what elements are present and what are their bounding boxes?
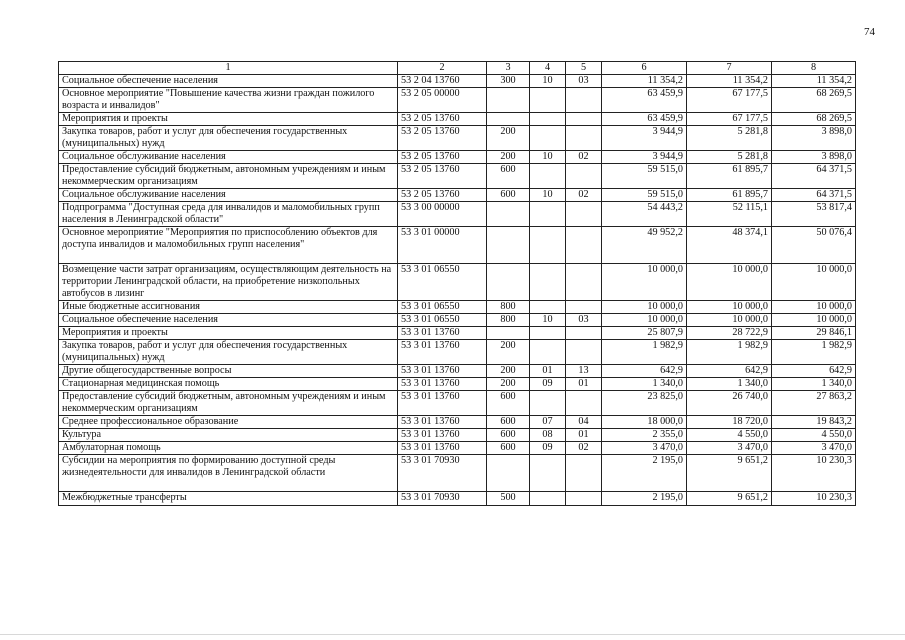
row-name: Социальное обеспечение населения [59,75,398,88]
row-name: Социальное обеспечение населения [59,314,398,327]
expense-type-code [487,88,530,113]
target-article-code: 53 3 01 70930 [398,455,487,492]
table-row [59,378,856,391]
table-row [59,455,856,492]
amount-year-2: 11 354,2 [687,75,772,88]
amount-year-2: 26 740,0 [687,391,772,416]
expense-type-code [487,202,530,227]
expense-type-code: 200 [487,126,530,151]
column-number-1: 1 [59,62,398,75]
section-code: 10 [530,314,566,327]
target-article-code: 53 3 01 13760 [398,442,487,455]
table-row [59,327,856,340]
row-name: Мероприятия и проекты [59,327,398,340]
amount-year-1: 59 515,0 [602,164,687,189]
section-code [530,340,566,365]
row-name: Предоставление субсидий бюджетным, автономным учреждениям и иным некоммерческим организациям [59,391,398,416]
row-name: Другие общегосударственные вопросы [59,365,398,378]
amount-year-3: 3 898,0 [772,151,856,164]
target-article-code: 53 2 05 13760 [398,151,487,164]
amount-year-2: 28 722,9 [687,327,772,340]
table-row [59,113,856,126]
section-code [530,264,566,301]
subsection-code [566,391,602,416]
amount-year-3: 19 843,2 [772,416,856,429]
amount-year-3: 642,9 [772,365,856,378]
amount-year-2: 5 281,8 [687,126,772,151]
amount-year-1: 642,9 [602,365,687,378]
expense-type-code: 600 [487,416,530,429]
amount-year-1: 2 195,0 [602,492,687,506]
amount-year-2: 67 177,5 [687,113,772,126]
target-article-code: 53 3 01 13760 [398,416,487,429]
expense-type-code: 600 [487,442,530,455]
amount-year-1: 59 515,0 [602,189,687,202]
subsection-code: 13 [566,365,602,378]
amount-year-2: 4 550,0 [687,429,772,442]
section-code: 10 [530,75,566,88]
amount-year-3: 1 982,9 [772,340,856,365]
table-row [59,189,856,202]
column-number-7: 7 [687,62,772,75]
section-code: 09 [530,442,566,455]
amount-year-3: 64 371,5 [772,164,856,189]
amount-year-2: 10 000,0 [687,264,772,301]
table-row [59,202,856,227]
table-row [59,126,856,151]
section-code: 09 [530,378,566,391]
expense-type-code: 600 [487,429,530,442]
amount-year-1: 2 355,0 [602,429,687,442]
amount-year-1: 54 443,2 [602,202,687,227]
table-row [59,301,856,314]
amount-year-2: 642,9 [687,365,772,378]
table-row [59,416,856,429]
amount-year-2: 1 982,9 [687,340,772,365]
target-article-code: 53 3 01 00000 [398,227,487,264]
subsection-code [566,327,602,340]
amount-year-3: 68 269,5 [772,113,856,126]
section-code [530,126,566,151]
table-row [59,264,856,301]
target-article-code: 53 2 05 13760 [398,164,487,189]
amount-year-2: 61 895,7 [687,189,772,202]
subsection-code [566,202,602,227]
expense-type-code [487,455,530,492]
target-article-code: 53 3 01 13760 [398,340,487,365]
section-code [530,88,566,113]
row-name: Межбюджетные трансферты [59,492,398,506]
amount-year-3: 68 269,5 [772,88,856,113]
table-row [59,429,856,442]
table-row [59,391,856,416]
budget-table [58,61,856,506]
subsection-code: 04 [566,416,602,429]
amount-year-1: 1 982,9 [602,340,687,365]
subsection-code [566,164,602,189]
section-code: 07 [530,416,566,429]
column-number-3: 3 [487,62,530,75]
table-row [59,442,856,455]
table-row [59,227,856,264]
amount-year-2: 67 177,5 [687,88,772,113]
subsection-code: 01 [566,429,602,442]
target-article-code: 53 3 00 00000 [398,202,487,227]
expense-type-code: 800 [487,314,530,327]
subsection-code [566,455,602,492]
subsection-code: 03 [566,314,602,327]
section-code [530,327,566,340]
section-code: 10 [530,151,566,164]
page-number: 74 [864,26,875,38]
table-row [59,365,856,378]
expense-type-code: 200 [487,340,530,365]
table-row [59,164,856,189]
table-row [59,492,856,506]
subsection-code [566,492,602,506]
target-article-code: 53 3 01 13760 [398,378,487,391]
column-number-6: 6 [602,62,687,75]
row-name: Закупка товаров, работ и услуг для обеспечения государственных (муниципальных) нужд [59,126,398,151]
column-number-2: 2 [398,62,487,75]
row-name: Стационарная медицинская помощь [59,378,398,391]
amount-year-3: 4 550,0 [772,429,856,442]
section-code [530,113,566,126]
section-code: 10 [530,189,566,202]
amount-year-1: 1 340,0 [602,378,687,391]
table-header-row [59,62,856,75]
amount-year-1: 18 000,0 [602,416,687,429]
row-name: Амбулаторная помощь [59,442,398,455]
amount-year-3: 64 371,5 [772,189,856,202]
table-row [59,75,856,88]
row-name: Основное мероприятие "Повышение качества жизни граждан пожилого возраста и инвалидов" [59,88,398,113]
amount-year-2: 10 000,0 [687,314,772,327]
amount-year-3: 3 470,0 [772,442,856,455]
amount-year-2: 52 115,1 [687,202,772,227]
row-name: Мероприятия и проекты [59,113,398,126]
row-name: Среднее профессиональное образование [59,416,398,429]
column-number-4: 4 [530,62,566,75]
row-name: Основное мероприятие "Мероприятия по приспособлению объектов для доступа инвалидов и маломобильных групп населения" [59,227,398,264]
section-code [530,202,566,227]
target-article-code: 53 3 01 06550 [398,314,487,327]
section-code [530,455,566,492]
amount-year-3: 27 863,2 [772,391,856,416]
amount-year-1: 2 195,0 [602,455,687,492]
target-article-code: 53 3 01 06550 [398,264,487,301]
target-article-code: 53 2 04 13760 [398,75,487,88]
table-row [59,314,856,327]
expense-type-code: 200 [487,378,530,391]
amount-year-1: 11 354,2 [602,75,687,88]
row-name: Подпрограмма "Доступная среда для инвалидов и маломобильных групп населения в Ленинградской области" [59,202,398,227]
target-article-code: 53 3 01 13760 [398,391,487,416]
section-code [530,391,566,416]
row-name: Субсидии на мероприятия по формированию доступной среды жизнедеятельности для инвалидов в Ленинградской области [59,455,398,492]
section-code [530,492,566,506]
expense-type-code: 300 [487,75,530,88]
target-article-code: 53 2 05 00000 [398,88,487,113]
amount-year-2: 18 720,0 [687,416,772,429]
amount-year-1: 63 459,9 [602,113,687,126]
subsection-code [566,301,602,314]
amount-year-3: 11 354,2 [772,75,856,88]
amount-year-2: 5 281,8 [687,151,772,164]
expense-type-code: 500 [487,492,530,506]
section-code [530,301,566,314]
amount-year-2: 9 651,2 [687,455,772,492]
target-article-code: 53 2 05 13760 [398,189,487,202]
amount-year-1: 23 825,0 [602,391,687,416]
expense-type-code: 600 [487,391,530,416]
subsection-code: 01 [566,378,602,391]
amount-year-2: 10 000,0 [687,301,772,314]
table-row [59,88,856,113]
amount-year-1: 3 470,0 [602,442,687,455]
amount-year-3: 10 000,0 [772,314,856,327]
row-name: Возмещение части затрат организациям, осуществляющим деятельность на территории Ленинградской области, на приобретение низкопольных автобусов в лизинг [59,264,398,301]
amount-year-1: 10 000,0 [602,264,687,301]
expense-type-code: 200 [487,151,530,164]
expense-type-code: 200 [487,365,530,378]
amount-year-3: 10 000,0 [772,301,856,314]
amount-year-2: 61 895,7 [687,164,772,189]
expense-type-code: 800 [487,301,530,314]
subsection-code: 02 [566,189,602,202]
target-article-code: 53 2 05 13760 [398,126,487,151]
amount-year-3: 1 340,0 [772,378,856,391]
section-code: 08 [530,429,566,442]
amount-year-1: 63 459,9 [602,88,687,113]
target-article-code: 53 3 01 06550 [398,301,487,314]
expense-type-code: 600 [487,189,530,202]
target-article-code: 53 3 01 13760 [398,429,487,442]
subsection-code [566,340,602,365]
amount-year-2: 48 374,1 [687,227,772,264]
amount-year-3: 10 230,3 [772,492,856,506]
amount-year-2: 9 651,2 [687,492,772,506]
subsection-code [566,88,602,113]
expense-type-code [487,113,530,126]
table-row [59,340,856,365]
amount-year-1: 49 952,2 [602,227,687,264]
section-code [530,164,566,189]
section-code: 01 [530,365,566,378]
target-article-code: 53 2 05 13760 [398,113,487,126]
section-code [530,227,566,264]
row-name: Культура [59,429,398,442]
row-name: Закупка товаров, работ и услуг для обеспечения государственных (муниципальных) нужд [59,340,398,365]
subsection-code: 02 [566,151,602,164]
expense-type-code [487,327,530,340]
subsection-code [566,264,602,301]
amount-year-1: 3 944,9 [602,151,687,164]
amount-year-3: 10 000,0 [772,264,856,301]
subsection-code [566,113,602,126]
row-name: Социальное обслуживание населения [59,189,398,202]
column-number-5: 5 [566,62,602,75]
target-article-code: 53 3 01 13760 [398,365,487,378]
amount-year-1: 3 944,9 [602,126,687,151]
amount-year-1: 25 807,9 [602,327,687,340]
subsection-code [566,126,602,151]
subsection-code: 03 [566,75,602,88]
amount-year-1: 10 000,0 [602,314,687,327]
amount-year-1: 10 000,0 [602,301,687,314]
column-number-8: 8 [772,62,856,75]
amount-year-3: 29 846,1 [772,327,856,340]
row-name: Предоставление субсидий бюджетным, автономным учреждениям и иным некоммерческим организациям [59,164,398,189]
subsection-code: 02 [566,442,602,455]
row-name: Иные бюджетные ассигнования [59,301,398,314]
expense-type-code [487,227,530,264]
page-bottom-edge [0,634,905,635]
amount-year-3: 53 817,4 [772,202,856,227]
subsection-code [566,227,602,264]
table-row [59,151,856,164]
amount-year-3: 50 076,4 [772,227,856,264]
amount-year-3: 3 898,0 [772,126,856,151]
amount-year-2: 3 470,0 [687,442,772,455]
expense-type-code [487,264,530,301]
target-article-code: 53 3 01 13760 [398,327,487,340]
target-article-code: 53 3 01 70930 [398,492,487,506]
amount-year-3: 10 230,3 [772,455,856,492]
expense-type-code: 600 [487,164,530,189]
amount-year-2: 1 340,0 [687,378,772,391]
row-name: Социальное обслуживание населения [59,151,398,164]
